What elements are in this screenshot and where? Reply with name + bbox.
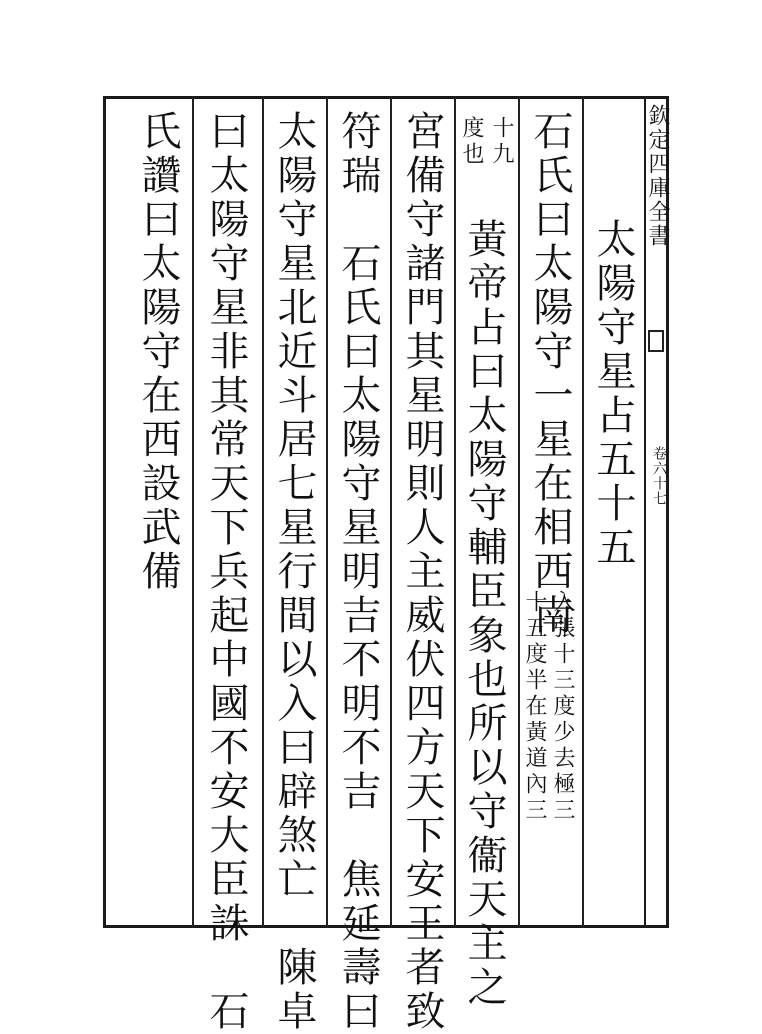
annotation-3a: 十九 (489, 116, 514, 168)
column-rule (582, 96, 584, 928)
text-column-3: 黃帝占曰太陽守輔臣象也所以守衞天主之 (461, 218, 507, 1010)
page-frame (103, 96, 669, 928)
text-column-5: 符瑞 石氏曰太陽守星明吉不明不吉 焦延壽曰 (335, 110, 381, 1034)
text-column-8: 氏讚曰太陽守在西設武備 (135, 110, 181, 594)
annotation-2b: 十五度半在黃道內三 (522, 590, 547, 824)
text-column-2: 石氏曰太陽守一星在相西南 (527, 110, 573, 638)
column-rule (326, 96, 328, 928)
book-title: 欽定四庫全書 (645, 104, 670, 248)
text-column-6: 太陽守星北近斗居七星行間以入曰辟煞亡 陳卓 (271, 110, 317, 1034)
column-rule (518, 96, 520, 928)
text-column-7: 曰太陽守星非其常天下兵起中國不安大臣誅 石 (203, 110, 249, 1034)
text-column-4: 宮備守諸門其星明則人主威伏四方天下安王者致 (399, 110, 445, 1034)
section-title: 太陽守星占五十五 (590, 218, 636, 570)
column-rule (454, 96, 456, 928)
column-rule (390, 96, 392, 928)
volume-label: 卷六十七 (651, 446, 667, 506)
column-rule (262, 96, 264, 928)
annotation-3b: 度也 (459, 116, 484, 168)
annotation-2a: 入張十三度少去極三 (550, 590, 575, 824)
fish-tail-mark (648, 330, 664, 352)
column-rule (192, 96, 194, 928)
